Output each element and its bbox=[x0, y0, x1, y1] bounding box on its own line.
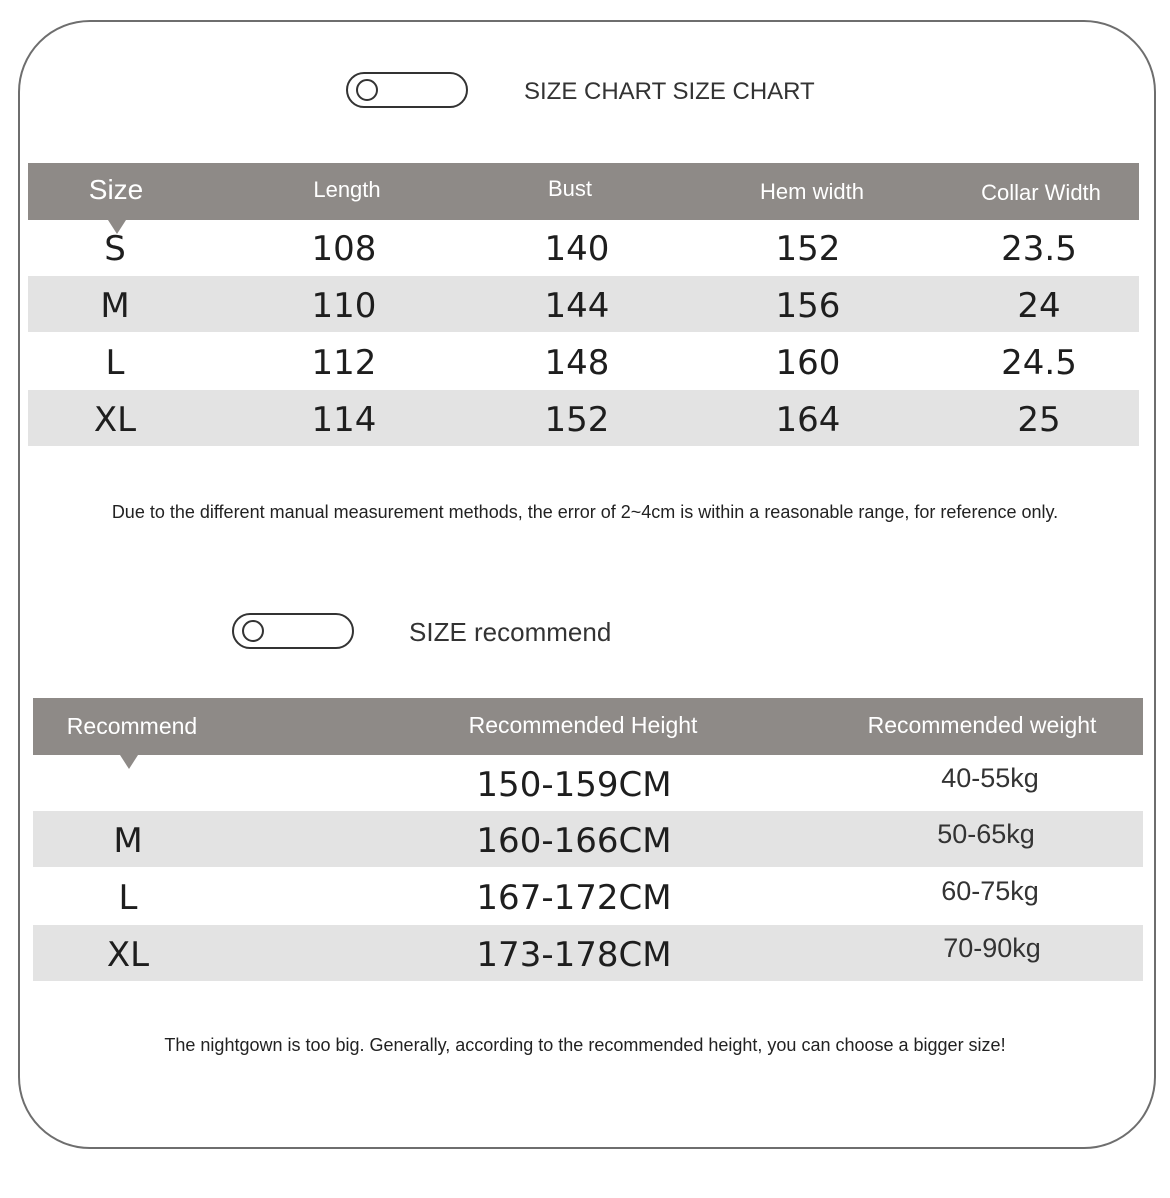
toggle-knob-icon bbox=[356, 79, 378, 101]
cell-size: L bbox=[105, 343, 125, 383]
recommend-table bbox=[33, 698, 1143, 982]
table-row bbox=[28, 276, 1139, 332]
cell-weight: 60-75kg bbox=[941, 876, 1039, 906]
cell-recommend: M bbox=[113, 821, 143, 861]
measurement-note: Due to the different manual measurement methods, the error of 2~4cm is within a reasonable range, for reference only. bbox=[111, 502, 1059, 522]
size-chart-header bbox=[28, 163, 1139, 220]
header-bust: Bust bbox=[547, 176, 593, 201]
toggle-knob-icon bbox=[242, 620, 264, 642]
recommend-note: The nightgown is too big. Generally, according to the recommended height, you can choose a bigger size! bbox=[164, 1035, 1006, 1055]
cell-bust: 144 bbox=[544, 286, 610, 326]
cell-hem-width: 160 bbox=[775, 343, 841, 383]
table-row bbox=[33, 755, 1143, 811]
cell-length: 108 bbox=[311, 229, 377, 269]
cell-recommend: L bbox=[118, 878, 138, 918]
cell-height: 160-166CM bbox=[476, 821, 672, 861]
cell-size: S bbox=[104, 229, 126, 269]
cell-weight: 70-90kg bbox=[943, 933, 1041, 963]
cell-bust: 152 bbox=[544, 400, 610, 440]
toggle-decoration-icon bbox=[346, 72, 468, 108]
header-collar-width: Collar Width bbox=[981, 180, 1101, 205]
cell-hem-width: 152 bbox=[775, 229, 841, 269]
cell-height: 173-178CM bbox=[476, 935, 672, 975]
cell-size: XL bbox=[93, 400, 137, 440]
cell-collar-width: 24 bbox=[1017, 286, 1061, 326]
header-recommended-height: Recommended Height bbox=[468, 712, 698, 738]
recommend-header bbox=[33, 698, 1143, 755]
cell-height: 167-172CM bbox=[476, 878, 672, 918]
header-recommended-weight: Recommended weight bbox=[867, 712, 1097, 738]
cell-bust: 140 bbox=[544, 229, 610, 269]
cell-hem-width: 156 bbox=[775, 286, 841, 326]
cell-collar-width: 23.5 bbox=[1001, 229, 1077, 269]
header-length: Length bbox=[313, 177, 381, 202]
cell-collar-width: 25 bbox=[1017, 400, 1061, 440]
table-row bbox=[28, 219, 1139, 275]
header-size: Size bbox=[88, 174, 144, 205]
cell-length: 112 bbox=[311, 343, 377, 383]
cell-length: 110 bbox=[311, 286, 377, 326]
cell-recommend: XL bbox=[106, 935, 150, 975]
cell-hem-width: 164 bbox=[775, 400, 841, 440]
table-row bbox=[33, 811, 1143, 867]
header-hem-width: Hem width bbox=[760, 179, 864, 204]
cell-weight: 40-55kg bbox=[941, 763, 1039, 793]
cell-length: 114 bbox=[311, 400, 377, 440]
header-recommend: Recommend bbox=[66, 713, 198, 739]
toggle-decoration-icon bbox=[232, 613, 354, 649]
cell-height: 150-159CM bbox=[476, 765, 672, 805]
table-row bbox=[33, 925, 1143, 981]
cell-collar-width: 24.5 bbox=[1001, 343, 1077, 383]
cell-weight: 50-65kg bbox=[937, 819, 1035, 849]
recommend-title: SIZE recommend bbox=[409, 617, 612, 647]
cell-size: M bbox=[100, 286, 130, 326]
table-row bbox=[28, 390, 1139, 446]
cell-bust: 148 bbox=[544, 343, 610, 383]
table-row bbox=[28, 333, 1139, 389]
size-chart-table bbox=[28, 163, 1139, 447]
size-chart-title: SIZE CHART SIZE CHART bbox=[524, 78, 815, 105]
table-row bbox=[33, 868, 1143, 924]
